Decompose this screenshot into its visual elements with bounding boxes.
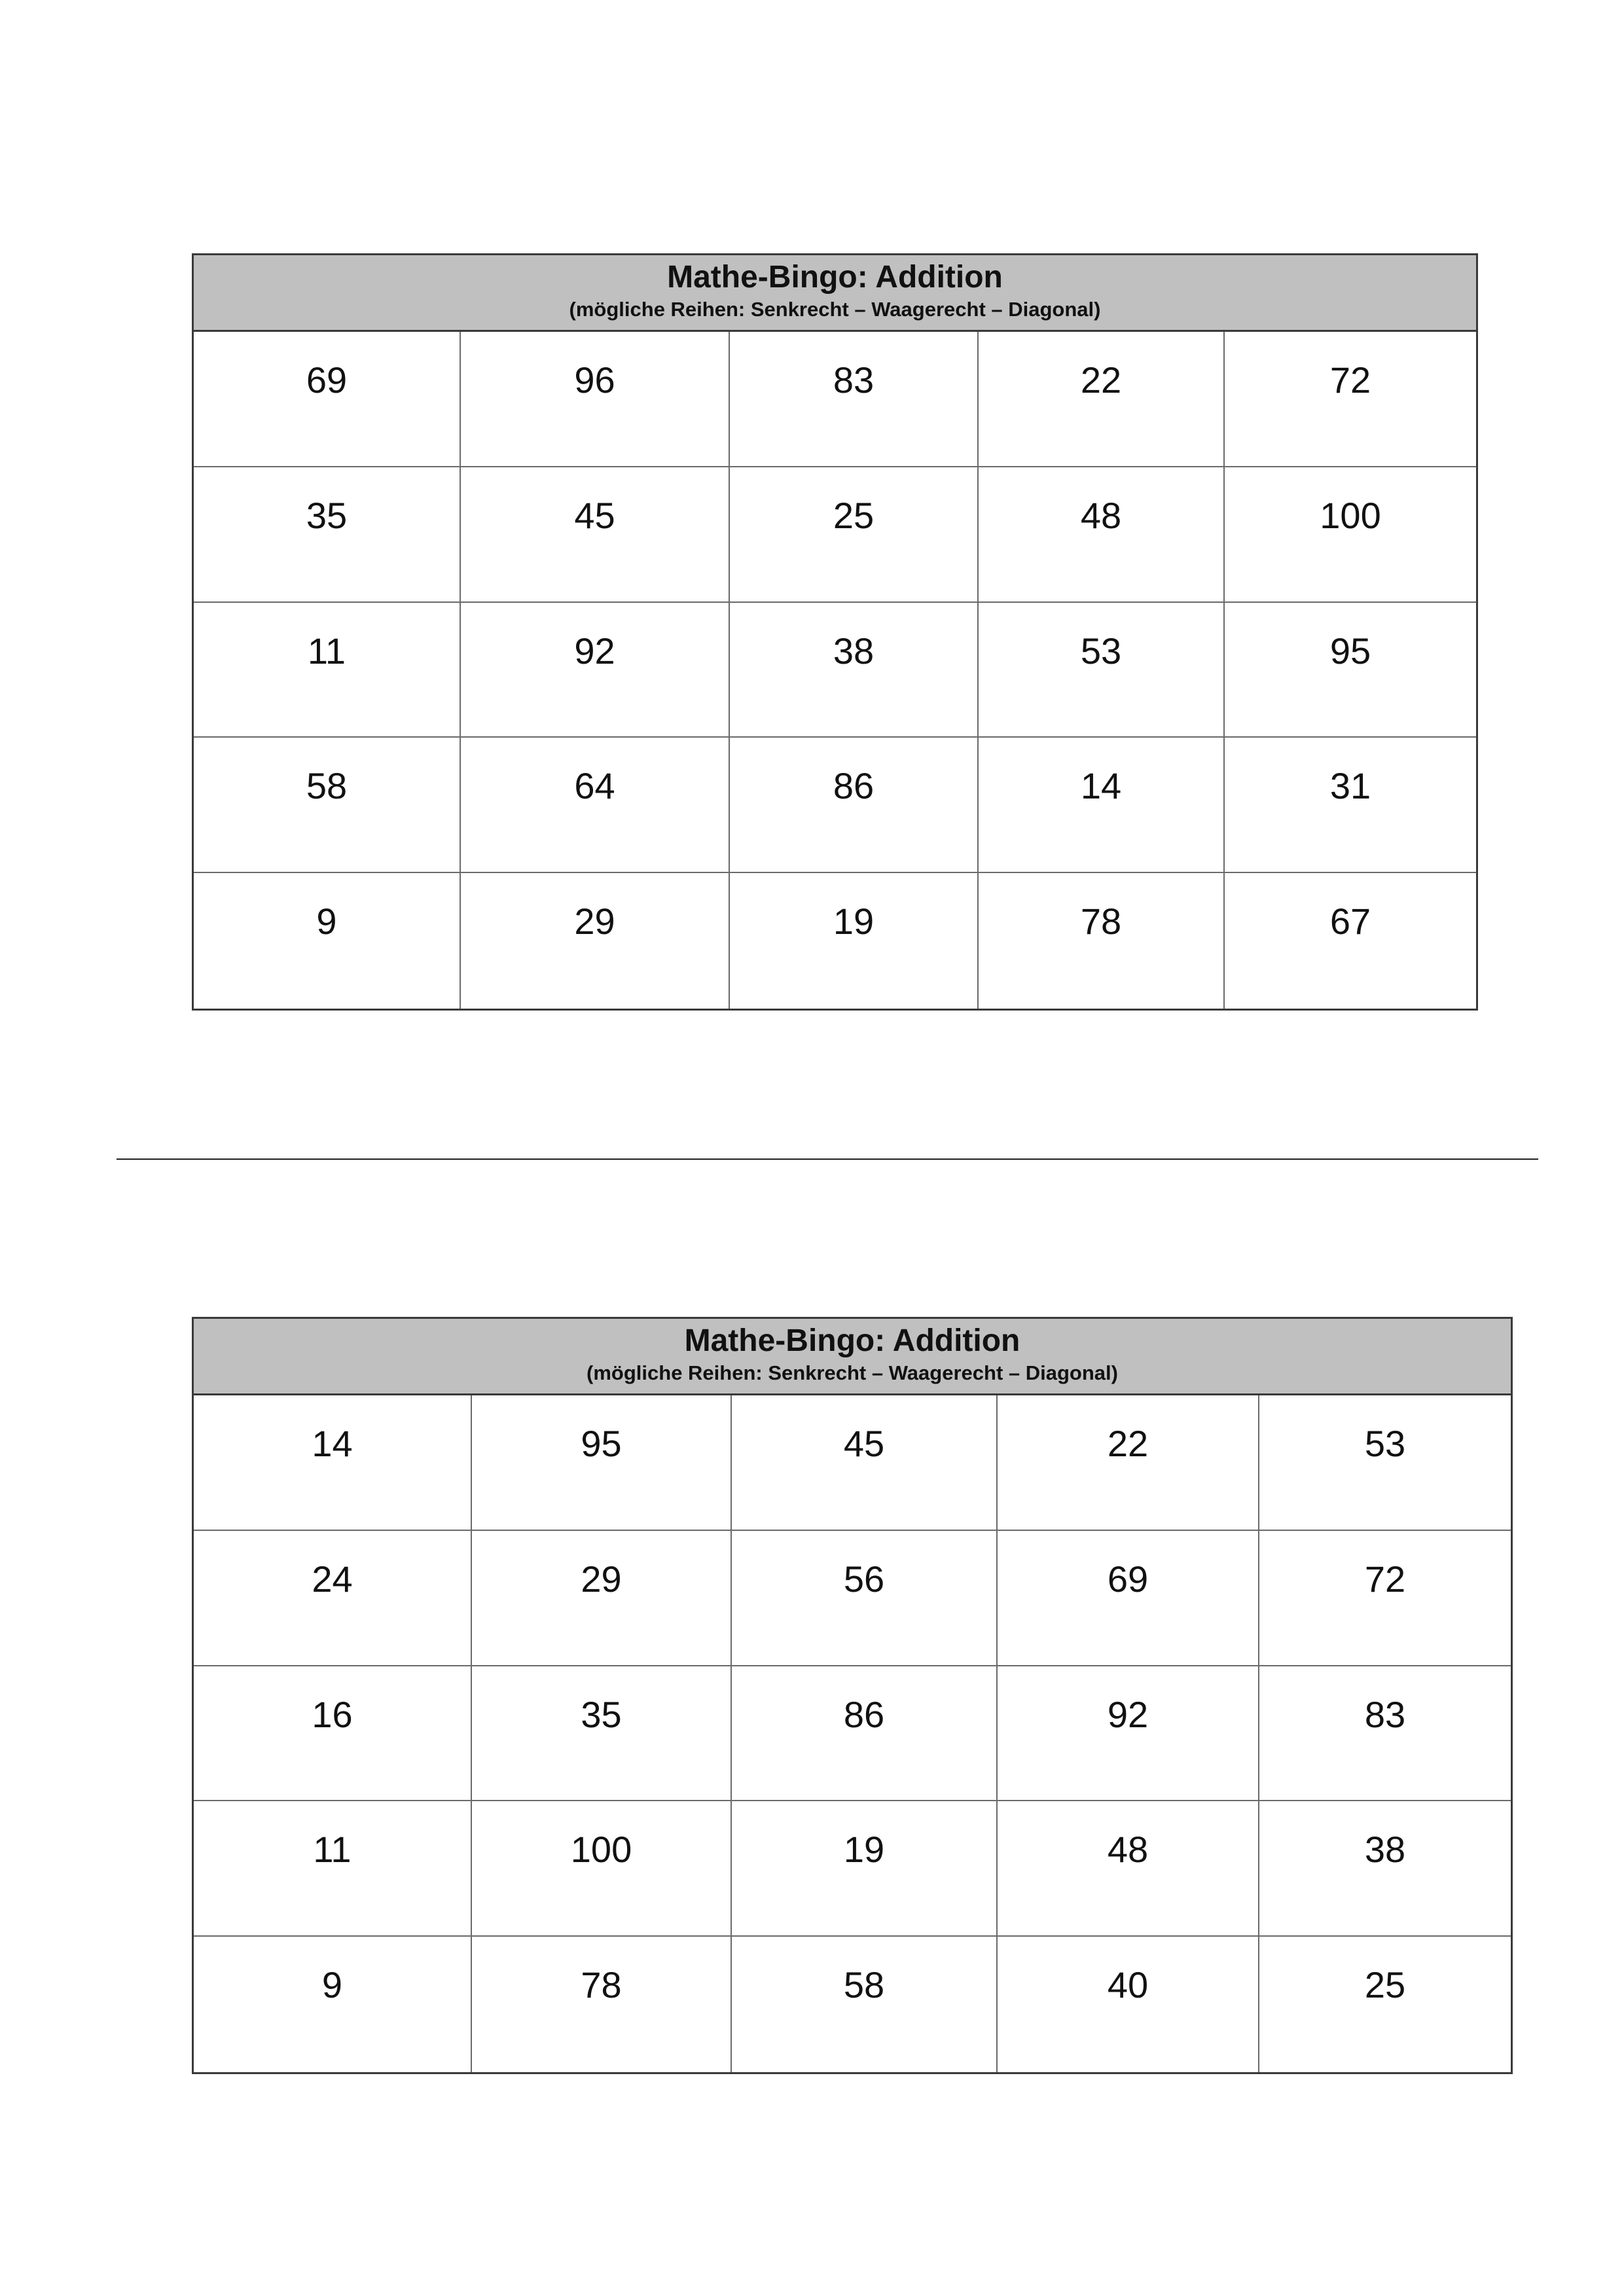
bingo-cell: 100 [472, 1801, 732, 1937]
bingo-cell: 48 [979, 467, 1225, 603]
bingo-card-subtitle: (mögliche Reihen: Senkrecht – Waagerecht – Diagonal) [586, 1361, 1118, 1384]
bingo-cell: 38 [1259, 1801, 1511, 1937]
bingo-cell: 25 [1364, 1964, 1406, 2006]
bingo-cell: 83 [730, 332, 979, 467]
bingo-cell: 22 [998, 1395, 1259, 1531]
bingo-cell: 83 [1259, 1666, 1511, 1802]
bingo-cell: 72 [1259, 1531, 1511, 1666]
bingo-card-2 [192, 1317, 1513, 2074]
bingo-cell: 9 [194, 1937, 472, 2072]
bingo-cell: 86 [732, 1666, 998, 1802]
bingo-card-title: Mathe-Bingo: Addition [684, 1323, 1020, 1358]
bingo-cell: 9 [194, 873, 461, 1009]
bingo-cell: 16 [194, 1666, 472, 1802]
bingo-card-title: Mathe-Bingo: Addition [667, 260, 1003, 295]
bingo-card-header [194, 1319, 1511, 1395]
bingo-cell: 86 [730, 738, 979, 873]
bingo-cell: 45 [732, 1395, 998, 1531]
bingo-cell: 96 [461, 332, 730, 467]
bingo-cell: 35 [194, 467, 461, 603]
bingo-cell: 58 [732, 1937, 998, 2072]
bingo-cell: 72 [1225, 332, 1476, 467]
bingo-cell: 48 [998, 1801, 1259, 1937]
bingo-cell: 78 [472, 1937, 732, 2072]
bingo-cell: 53 [979, 603, 1225, 738]
bingo-cell: 92 [461, 603, 730, 738]
bingo-cell: 69 [998, 1531, 1259, 1666]
bingo-cell: 14 [979, 738, 1225, 873]
bingo-cell: 56 [732, 1531, 998, 1666]
bingo-card-subtitle: (mögliche Reihen: Senkrecht – Waagerecht – Diagonal) [569, 298, 1101, 321]
bingo-cell: 100 [1225, 467, 1476, 603]
bingo-cell: 58 [194, 738, 461, 873]
bingo-cell: 92 [998, 1666, 1259, 1802]
bingo-cell: 29 [472, 1531, 732, 1666]
bingo-cell: 24 [194, 1531, 472, 1666]
bingo-cell: 40 [998, 1937, 1259, 2072]
bingo-cell: 53 [1259, 1395, 1511, 1531]
bingo-cell: 45 [461, 467, 730, 603]
bingo-cell: 95 [472, 1395, 732, 1531]
bingo-cell: 11 [194, 1801, 472, 1937]
bingo-cell: 69 [194, 332, 461, 467]
bingo-cell: 95 [1225, 603, 1476, 738]
cut-line-divider [117, 1158, 1538, 1160]
bingo-cell: 78 [979, 873, 1225, 1009]
bingo-cell: 64 [461, 738, 730, 873]
bingo-cell: 19 [730, 873, 979, 1009]
bingo-card-header [194, 255, 1476, 332]
bingo-cell: 29 [461, 873, 730, 1009]
bingo-cell: 38 [730, 603, 979, 738]
bingo-grid [194, 1395, 1511, 2072]
bingo-cell: 14 [194, 1395, 472, 1531]
bingo-cell: 11 [194, 603, 461, 738]
bingo-card-1 [192, 253, 1478, 1011]
bingo-cell: 67 [1329, 901, 1371, 942]
bingo-cell: 19 [732, 1801, 998, 1937]
bingo-grid [194, 332, 1476, 1009]
bingo-cell: 22 [979, 332, 1225, 467]
bingo-cell: 35 [472, 1666, 732, 1802]
bingo-cell: 31 [1225, 738, 1476, 873]
bingo-cell: 25 [730, 467, 979, 603]
